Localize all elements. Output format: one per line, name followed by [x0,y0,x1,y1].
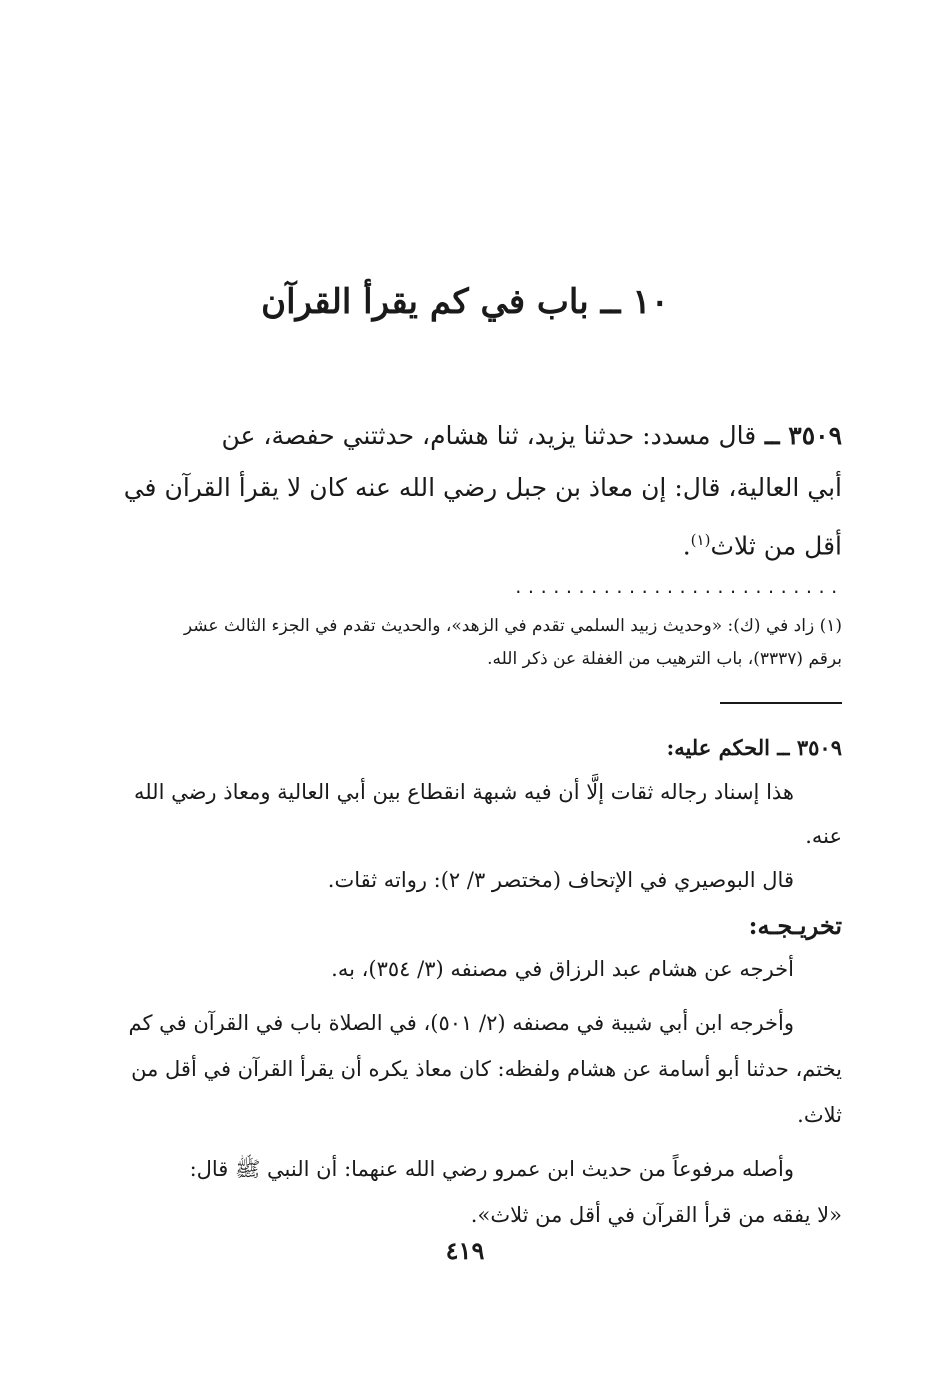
takhrij-para-2-line-2: يختم، حدثنا أبو أسامة عن هشام ولفظه: كان معاذ يكره أن يقرأ القرآن في أقل من [131,1057,842,1081]
footnote-line-1: (١) زاد في (ك): «وحديث زبيد السلمي تقدم في الزهد»، والحديث تقدم في الجزء الثالث عشر [183,616,842,636]
hadith-number: ٣٥٠٩ [788,421,842,450]
takhrij-para-2-line-3: ثلاث. [797,1103,842,1127]
hadith-line-1 [90,410,842,462]
page-number: ٤١٩ [445,1236,485,1265]
takhrij-para-2-line-1: وأخرجه ابن أبي شيبة في مصنفه (٢/ ٥٠١)، في الصلاة باب في القرآن في كم [128,1011,794,1035]
footnote [90,610,842,676]
ruling-heading: ٣٥٠٩ ــ الحكم عليه: [666,735,842,760]
footnote-line-2: برقم (٣٣٣٧)، باب الترهيب من الغفلة عن ذكر الله. [487,649,842,669]
ruling-para-1-line-2: عنه. [805,824,842,848]
hadith-text [90,410,842,572]
footnote-separator-dots: .......................... [513,578,842,597]
takhrij-heading: تخريـجـه: [748,911,842,940]
hadith-text-line-1: قال مسدد: حدثنا يزيد، ثنا هشام، حدثتني حفصة، عن [221,421,757,450]
hadith-line-3 [90,514,842,572]
hadith-line-2: أبي العالية، قال: إن معاذ بن جبل رضي الله عنه كان لا يقرأ القرآن في [123,473,842,502]
hadith-text-line-3: أقل من ثلاث [710,531,842,561]
hadith-end: . [682,531,691,561]
ruling-body [90,770,842,902]
section-divider [720,702,842,704]
footnote-reference[interactable]: (١) [690,531,711,549]
ruling-para-2: قال البوصيري في الإتحاف (مختصر ٣/ ٢): رواته ثقات. [327,868,794,892]
takhrij-para-3-line-2: «لا يفقه من قرأ القرآن في أقل من ثلاث». [470,1203,842,1227]
chapter-title: ١٠ ــ باب في كم يقرأ القرآن [261,282,669,322]
takhrij-para-3-line-1: وأصله مرفوعاً من حديث ابن عمرو رضي الله عنهما: أن النبي ﷺ قال: [189,1157,794,1181]
ruling-para-1-line-1: هذا إسناد رجاله ثقات إلَّا أن فيه شبهة انقطاع بين أبي العالية ومعاذ رضي الله [133,780,794,804]
takhrij-body [90,946,842,1238]
takhrij-para-1: أخرجه عن هشام عبد الرزاق في مصنفه (٣/ ٣٥٤)، به. [331,957,794,981]
hadith-separator: ــ [756,421,789,450]
